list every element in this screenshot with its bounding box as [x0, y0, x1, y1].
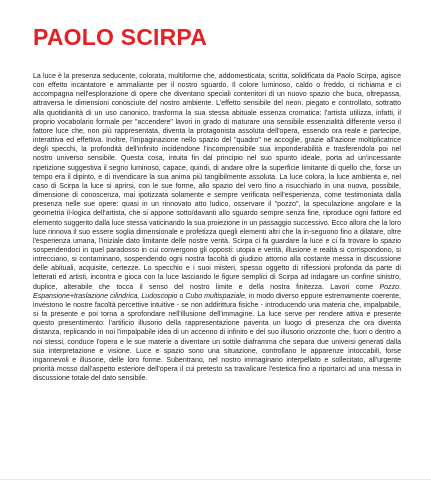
artist-title: PAOLO SCIRPA — [33, 24, 208, 50]
essay-text-part-4: , in modo diverso eppure estremamente coerente, investono le nostre facoltà percettive intuitive - se non addirittura fisiche - introducendo una materia che, impalpabile, si fa presente e poi torna a sprofondare nell'illusione dell'immagine. La luce serve per rendere attiva e presente questo presentimento: l'artificio illusorio della rappresentazione paventa un luogo di presenza che ora diventa distanza, replicando in noi l'impalpabile idea di un accenno di infinito e del suo illusorio orizzonte che, fuori o dentro a noi stessi, conduce l'opera e le sue materie a diventare un sottile diaframma che separa due universi generati dalla sua interpretazione e visione. Luce e spazio sono una situazione, controllano le apparenze intoccabili, forse ingannevoli e illusorie, delle loro forme. Subentrano, nel nostro immaginario interpellato e sollecitato, all'urgente priorità mosso dall'aspetto esteriore dell'opera il cui pretesto sa travalicare l'estetica fino a riportarci ad una messa in discussione totale del dato sensibile. — [33, 292, 401, 383]
artwork-title-pozzo: Pozzo — [379, 283, 400, 291]
essay-text-part-3: o — [177, 292, 186, 300]
essay-paragraph — [33, 72, 401, 383]
essay-text-part-2: . — [399, 283, 401, 291]
essay-text-part-1: La luce è la presenza seducente, colorata, multiforme che, addomesticata, scritta, solidificata da Paolo Scirpa, agisce con effetto incantatore e ammaliante per il nostro sguardo. Il colore luminoso, caldo o freddo, ci richiama e ci accompagna nell'esplorazione di opere che diventano speciali contenitori di un nuovo spazio che buca, oltrepassa, attraversa le dimensioni conosciute del nostro ambiente. L'effetto sensibile del neon, piegato e controllato, sottratto alla quotidianità di un uso canonico, trasforma la sua stessa abituale essenza cromatica: l'artista utilizza, infatti, il proprio vocabolario formale per "accendere" lavori in grado di maturare una sensibile essenzialità differente verso il fattore luce che, non più rappresentata, diventa la protagonista assoluta dell'opera, essendo ora reale e partecipe, interattiva ed effettiva. Inoltre, l'impaginazione nello spazio del "quadro" ne accoglie, grazie all'azione moltiplicatrice degli specchi, la profondità dell'infinito incidendone l'incomprensibile sua imponderabilità e trasferendola poi nel nostro universo sensibile. Questa cosa, intuita fin dal principio nel suo spunto ideale, porta ad un'incessante ripetizione suggestiva il segno luminoso, capace, quindi, di andare oltre la superficie limitante di quello che, forse un tempo era il dipinto, e di rivendicare la sua anima più tangibilmente assoluta. La luce colora, la luce ambienta e, nel caso di Scirpa la luce si aprirsi, con le sue forme, allo spazio del vero fino a risucchiarlo in una nuova, possibile, dimensione di conoscenza, mai ipotizzata solamente e sempre verificata nell'esperienza, come testimoniata dalla presenza nelle sue opere: quasi in un rinnovato atto ludico, osservare il "pozzo", la speculazione angolare e la geometria il-logica dell'artista, che si appone sotto/davanti allo sguardo sempre senza fine, riproduce ogni fattore ed elemento suggerito dalla luce stessa vaticinando la sua proiezione in un passaggio successivo. Ecco allora che la loro luce rinnova il suo essere soglia dimensionale e profetizza quegli elementi altri che la in-seguono fino a dilatare, oltre l'esperienza umana, l'iniziale dato limitante delle nostre verità. Scirpa ci fa guardare la luce e ci fa trovare lo spazio sospendendoci in quel paradosso in cui convergono gli opposti: utopia e verità, illusione e realtà si corrispondono, si intrecciano, si contaminano, sospendendo ogni nostra facoltà di giudizio attorno alla costante messa in discussione delle abituali, acquisite, certezze. Lo specchio e i suoi misteri, spesso oggetto di riflessioni profonda da parte di letterati ed artisti, incontra e gioca con la luce lasciando le figure semplici di Scirpa ad indagare un confine sinistro, duplice, alterabile che tocca il senso del nostro limite e della nostra finitezza. Lavori come — [33, 73, 401, 291]
artwork-title-espansione-ludoscopio: Espansione+traslazione cilindrica, Ludoscopio — [33, 292, 178, 300]
artwork-title-cubo-multispaziale: Cubo multispaziale — [185, 292, 245, 300]
